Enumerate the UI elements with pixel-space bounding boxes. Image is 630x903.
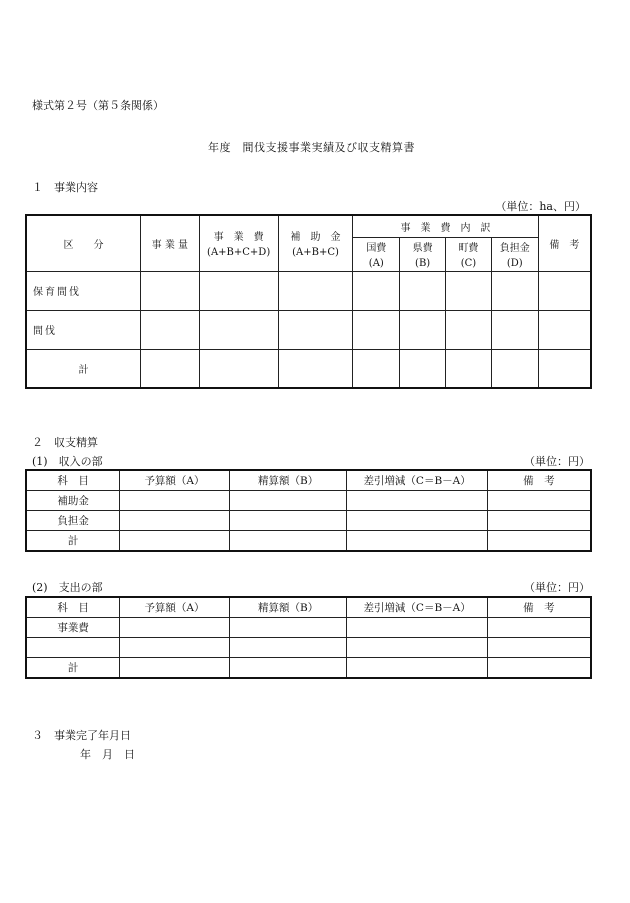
header-cost [199, 215, 278, 271]
header-subsidy-label: 補 助 金 [290, 232, 341, 244]
col-header: 科 目 [26, 470, 120, 491]
table-row [26, 511, 591, 531]
col-header: 予算額（A） [120, 597, 230, 618]
row-label: 補助金 [26, 491, 120, 511]
income-table [25, 469, 592, 552]
row-label: 計 [26, 658, 120, 679]
row-label: 保育間伐 [26, 271, 140, 310]
section1-heading: １ 事業内容 [32, 181, 98, 194]
expense-table [25, 596, 592, 679]
completion-date-line: 年 月 日 [80, 748, 135, 761]
document-title: 年度 間伐支援事業実績及び収支精算書 [208, 141, 415, 154]
table-row [26, 310, 591, 349]
table-row [26, 491, 591, 511]
header-subsidy-formula: (A+B+C) [292, 247, 339, 259]
town-label: 町費 [458, 243, 479, 254]
table-row [26, 638, 591, 658]
row-label-total: 計 [26, 349, 140, 388]
header-prefecture [400, 237, 446, 271]
header-cost-formula: (A+B+C+D) [207, 247, 271, 259]
header-burden [491, 237, 538, 271]
header-town [446, 237, 492, 271]
expense-unit: （単位：円） [524, 581, 590, 594]
col-header: 差引増減（C＝B－A） [347, 597, 487, 618]
section2-heading: ２ 収支精算 [32, 436, 98, 449]
col-header: 備 考 [487, 597, 591, 618]
table-header-row [26, 597, 591, 618]
national-label: 国費 [366, 243, 387, 254]
town-code: (C) [460, 258, 477, 269]
col-header: 科 目 [26, 597, 120, 618]
header-breakdown: 事 業 費 内 訳 [353, 215, 538, 237]
row-label: 計 [26, 531, 120, 552]
national-code: (A) [368, 258, 384, 269]
row-label: 間伐 [26, 310, 140, 349]
row-label: 事業費 [26, 618, 120, 638]
table-row [26, 618, 591, 638]
col-header: 予算額（A） [120, 470, 230, 491]
income-unit: （単位：円） [524, 455, 590, 468]
form-number: 様式第２号（第５条関係） [32, 99, 164, 112]
section3-heading: ３ 事業完了年月日 [32, 729, 131, 742]
table-row [26, 271, 591, 310]
table-row [26, 658, 591, 679]
burden-code: (D) [506, 258, 523, 269]
header-kubun: 区 分 [26, 215, 140, 271]
col-header: 精算額（B） [229, 470, 347, 491]
income-heading: (1) 収入の部 [32, 455, 103, 468]
row-label: 負担金 [26, 511, 120, 531]
header-subsidy [278, 215, 353, 271]
col-header: 備 考 [487, 470, 591, 491]
expense-heading: (2) 支出の部 [32, 581, 103, 594]
table-row [26, 349, 591, 388]
col-header: 精算額（B） [229, 597, 347, 618]
table-header-row [26, 470, 591, 491]
prefecture-code: (B) [415, 258, 431, 269]
header-remarks: 備 考 [538, 215, 591, 271]
burden-label: 負担金 [499, 243, 530, 254]
row-label [26, 638, 120, 658]
col-header: 差引増減（C＝B－A） [347, 470, 487, 491]
header-quantity: 事 業 量 [140, 215, 199, 271]
header-national [353, 237, 400, 271]
section1-unit: （単位：ha、円） [495, 200, 586, 213]
business-content-table [25, 214, 592, 389]
header-cost-label: 事 業 費 [213, 232, 264, 244]
table-row [26, 531, 591, 552]
prefecture-label: 県費 [412, 243, 433, 254]
